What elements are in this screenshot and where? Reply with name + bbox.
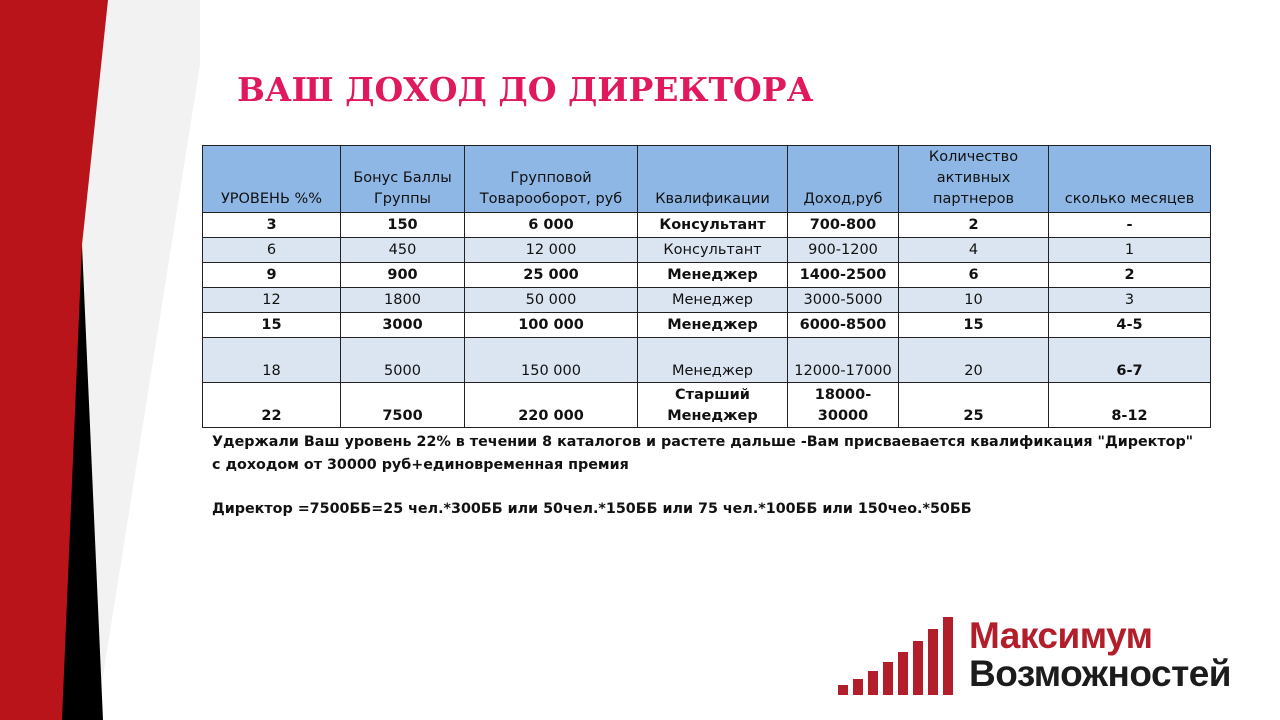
notes-block [212, 431, 1202, 521]
table-row [203, 288, 1211, 313]
cell-turnover: 6 000 [465, 213, 638, 238]
note-director-formula: Директор =7500ББ=25 чел.*300ББ или 50чел.*150ББ или 75 чел.*100ББ или 150чео.*50ББ [212, 501, 972, 517]
cell-level: 3 [203, 213, 341, 238]
cell-bonus: 5000 [341, 338, 465, 383]
header-months: сколько месяцев [1049, 146, 1211, 213]
brand-logo-bars-icon [838, 615, 954, 695]
brand-line-2: Возможностей [969, 653, 1232, 694]
brand-logo [969, 617, 1231, 693]
table-row [203, 213, 1211, 238]
cell-partners: 20 [899, 338, 1049, 383]
cell-qualification: Менеджер [638, 288, 788, 313]
cell-turnover: 12 000 [465, 238, 638, 263]
cell-income: 12000-17000 [788, 338, 899, 383]
logo-bar [883, 662, 893, 695]
table-row [203, 383, 1211, 428]
cell-bonus: 3000 [341, 313, 465, 338]
cell-turnover: 25 000 [465, 263, 638, 288]
logo-bar [913, 641, 923, 695]
note-director-qualification: Удержали Ваш уровень 22% в течении 8 каталогов и растете дальше -Вам присваевается квалификация "Директор" с доходом от 30000 руб+единовременная премия [212, 434, 1194, 473]
page-title: ВАШ ДОХОД ДО ДИРЕКТОРА [237, 70, 814, 109]
cell-qualification: Менеджер [638, 263, 788, 288]
cell-partners: 15 [899, 313, 1049, 338]
logo-bar [898, 652, 908, 695]
cell-months: 4-5 [1049, 313, 1211, 338]
cell-bonus: 450 [341, 238, 465, 263]
cell-income: 6000-8500 [788, 313, 899, 338]
cell-turnover: 150 000 [465, 338, 638, 383]
cell-turnover: 220 000 [465, 383, 638, 428]
table-row [203, 313, 1211, 338]
cell-partners: 2 [899, 213, 1049, 238]
cell-level: 9 [203, 263, 341, 288]
cell-income: 18000-30000 [788, 383, 899, 428]
cell-qualification: Менеджер [638, 313, 788, 338]
cell-partners: 25 [899, 383, 1049, 428]
cell-bonus: 900 [341, 263, 465, 288]
header-qualification: Квалификации [638, 146, 788, 213]
logo-bar [943, 617, 953, 695]
cell-turnover: 100 000 [465, 313, 638, 338]
table-header-row [203, 146, 1211, 213]
slide-decoration [0, 0, 210, 720]
logo-bar [868, 671, 878, 695]
header-group-turnover: Групповой Товарооборот, руб [465, 146, 638, 213]
header-income: Доход,руб [788, 146, 899, 213]
logo-bar [853, 679, 863, 695]
cell-income: 3000-5000 [788, 288, 899, 313]
brand-line-1: Максимум [969, 615, 1153, 656]
logo-bar [838, 685, 848, 695]
cell-level: 22 [203, 383, 341, 428]
cell-bonus: 150 [341, 213, 465, 238]
cell-bonus: 1800 [341, 288, 465, 313]
cell-partners: 10 [899, 288, 1049, 313]
cell-level: 6 [203, 238, 341, 263]
cell-qualification: Консультант [638, 238, 788, 263]
table-row [203, 238, 1211, 263]
cell-level: 18 [203, 338, 341, 383]
cell-months: 8-12 [1049, 383, 1211, 428]
cell-months: 2 [1049, 263, 1211, 288]
table-row [203, 338, 1211, 383]
cell-level: 15 [203, 313, 341, 338]
cell-income: 700-800 [788, 213, 899, 238]
cell-qualification: Консультант [638, 213, 788, 238]
cell-income: 1400-2500 [788, 263, 899, 288]
cell-bonus: 7500 [341, 383, 465, 428]
header-bonus-points: Бонус Баллы Группы [341, 146, 465, 213]
cell-qualification: Старший Менеджер [638, 383, 788, 428]
table-row [203, 263, 1211, 288]
header-level: УРОВЕНЬ %% [203, 146, 341, 213]
cell-income: 900-1200 [788, 238, 899, 263]
cell-level: 12 [203, 288, 341, 313]
cell-months: 6-7 [1049, 338, 1211, 383]
cell-months: 3 [1049, 288, 1211, 313]
cell-turnover: 50 000 [465, 288, 638, 313]
cell-partners: 6 [899, 263, 1049, 288]
cell-months: 1 [1049, 238, 1211, 263]
cell-partners: 4 [899, 238, 1049, 263]
cell-months: - [1049, 213, 1211, 238]
cell-qualification: Менеджер [638, 338, 788, 383]
logo-bar [928, 629, 938, 695]
income-table [202, 145, 1211, 428]
header-active-partners: Количество активных партнеров [899, 146, 1049, 213]
